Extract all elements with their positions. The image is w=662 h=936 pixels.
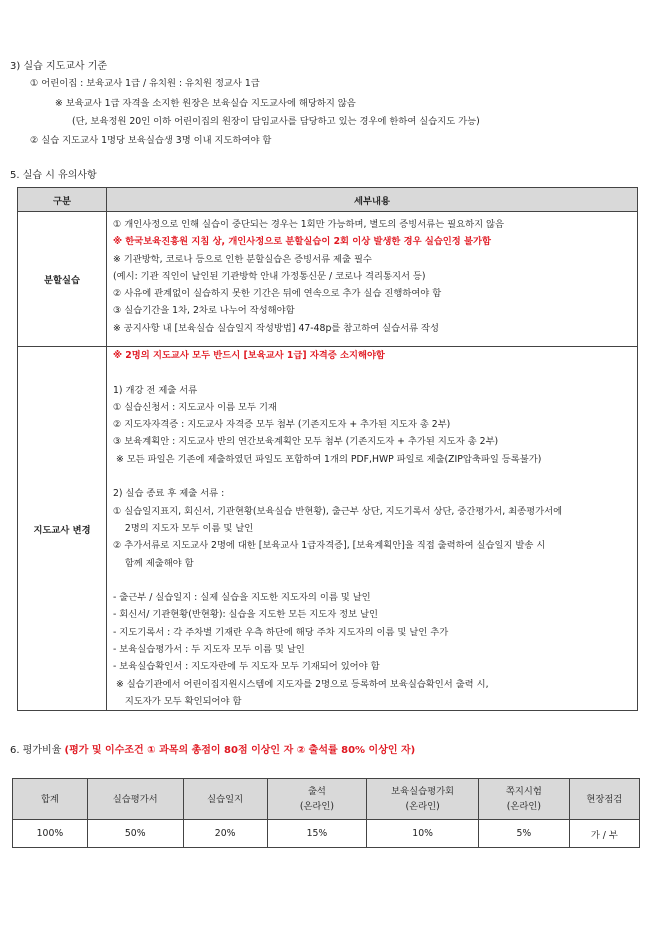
detail-line: 1) 개강 전 제출 서류 — [113, 384, 198, 396]
eval-header-label: 합계 — [40, 793, 59, 805]
eval-value-cell: 100% — [13, 820, 88, 848]
eval-header-cell — [479, 779, 570, 820]
detail-line: ① 실습일지표지, 회신서, 기관현황(보육실습 반현황), 출근부 상단, 지도기록서 상단, 중간평가서, 최종평가서에 — [113, 505, 563, 517]
eval-header-sublabel: (온라인) — [299, 801, 335, 812]
eval-header-label: 실습일지 — [207, 793, 244, 805]
section5-title: 5. 실습 시 유의사항 — [10, 170, 97, 181]
detail-line: - 회신서/ 기관현황(반현황): 실습을 지도한 모든 지도자 정보 날인 — [113, 609, 379, 621]
section6-title — [10, 741, 415, 756]
detail-line: ※ 2명의 지도교사 모두 반드시 [보육교사 1급] 자격증 소지해야함 — [113, 350, 385, 361]
section6-title-conditions: (평가 및 이수조건 ① 과목의 총점이 80점 이상인 자 ② 출석률 80% 이상인 자) — [64, 745, 416, 756]
eval-header-sublabel: (온라인) — [506, 801, 541, 812]
detail-line: ※ 실습기관에서 어린이집지원시스템에 지도자를 2명으로 등록하여 보육실습확인서 출력 시, — [113, 678, 489, 690]
row-split-practice-label: 분할실습 — [18, 212, 107, 347]
row-teacher-change-label: 지도교사 변경 — [18, 347, 107, 711]
detail-line: ※ 한국보육진흥원 지침 상, 개인사정으로 분할실습이 2회 이상 발생한 경우 실습인정 불가함 — [113, 236, 491, 248]
detail-line: - 출근부 / 실습일지 : 실제 실습을 지도한 지도자의 이름 및 날인 — [113, 592, 371, 604]
eval-header-label: 출석 — [307, 786, 326, 797]
detail-line: ③ 보육계획안 : 지도교사 반의 연간보육계획안 모두 첨부 (기존지도자 + 추가된 지도자 총 2부) — [113, 436, 499, 448]
eval-value-cell: 20% — [183, 820, 267, 848]
detail-line: 지도자가 모두 확인되어야 함 — [113, 695, 242, 707]
header-category: 구분 — [18, 188, 107, 212]
detail-line: - 보육실습평가서 : 두 지도자 모두 이름 및 날인 — [113, 644, 305, 656]
detail-line: ※ 기관방학, 코로나 등으로 인한 분할실습은 증빙서류 제출 필수 — [113, 253, 372, 265]
eval-header-label: 쪽지시험 — [505, 786, 542, 797]
eval-header-label: 실습평가서 — [112, 793, 158, 805]
eval-header-label: 보육실습평가회 — [391, 786, 455, 797]
eval-value-cell: 50% — [87, 820, 183, 848]
eval-header-cell — [267, 779, 366, 820]
section3-title: 3) 실습 지도교사 기준 — [10, 61, 108, 72]
eval-header-cell — [367, 779, 479, 820]
eval-value-cell: 10% — [367, 820, 479, 848]
detail-line: ② 사유에 관계없이 실습하지 못한 기간은 뒤에 연속으로 추가 실습 진행하여야 함 — [113, 288, 442, 300]
detail-line — [113, 364, 631, 381]
eval-header-cell — [569, 779, 639, 820]
notes-table — [17, 187, 638, 711]
detail-line — [113, 468, 631, 485]
detail-line — [113, 572, 631, 589]
eval-value-cell: 15% — [267, 820, 366, 848]
header-details: 세부내용 — [107, 188, 638, 212]
eval-value-cell: 가 / 부 — [569, 820, 639, 848]
evaluation-table — [12, 778, 640, 848]
detail-line: ③ 실습기간을 1차, 2차로 나누어 작성해야함 — [113, 305, 295, 317]
eval-header-sublabel: (온라인) — [405, 801, 440, 812]
row-teacher-change-details — [107, 347, 638, 711]
eval-header-label: 현장점검 — [586, 793, 623, 805]
detail-line: ※ 모든 파일은 기존에 제출하였던 파일도 포함하여 1개의 PDF,HWP 파일로 제출(ZIP압축파일 등록불가) — [113, 453, 542, 465]
section3-item1: ① 어린이집 : 보육교사 1급 / 유치원 : 유치원 정교사 1급 — [30, 78, 260, 89]
detail-line: ① 개인사정으로 인해 실습이 중단되는 경우는 1회만 가능하며, 별도의 증빙서류는 필요하지 않음 — [113, 219, 504, 230]
section3-item2: ② 실습 지도교사 1명당 보육실습생 3명 이내 지도하여야 함 — [30, 135, 272, 146]
eval-value-cell: 5% — [479, 820, 570, 848]
detail-line: - 보육실습확인서 : 지도자란에 두 지도자 모두 기재되어 있어야 함 — [113, 661, 380, 673]
detail-line: ※ 공지사항 내 [보육실습 실습일지 작성방법] 47-48p를 참고하여 실습서류 작성 — [113, 322, 440, 334]
eval-header-cell — [13, 779, 88, 820]
detail-line: (예시: 기관 직인이 날인된 기관방학 안내 가정통신문 / 코로나 격리통지서 등) — [113, 270, 426, 282]
eval-header-cell — [183, 779, 267, 820]
section3-note2: (단, 보육정원 20인 이하 어린이집의 원장이 담임교사를 담당하고 있는 경우에 한하여 실습지도 가능) — [72, 116, 480, 127]
detail-line: ② 지도자자격증 : 지도교사 자격증 모두 첨부 (기존지도자 + 추가된 지도자 총 2부) — [113, 419, 451, 431]
row-split-practice-details — [107, 212, 638, 347]
detail-line: - 지도기록서 : 각 주차별 기재란 우측 하단에 해당 주차 지도자의 이름 및 날인 추가 — [113, 626, 449, 638]
section6-title-text: 6. 평가비율 — [10, 745, 65, 756]
eval-header-cell — [87, 779, 183, 820]
detail-line: ① 실습신청서 : 지도교사 이름 모두 기재 — [113, 401, 277, 413]
detail-line: 함께 제출해야 함 — [113, 557, 194, 569]
detail-line: ② 추가서류로 지도교사 2명에 대한 [보육교사 1급자격증], [보육계획안]을 직접 출력하여 실습일지 발송 시 — [113, 540, 546, 552]
detail-line: 2) 실습 종료 후 제출 서류 : — [113, 488, 225, 500]
detail-line: 2명의 지도자 모두 이름 및 날인 — [113, 522, 254, 534]
section3-note1: ※ 보육교사 1급 자격을 소지한 원장은 보육실습 지도교사에 해당하지 않음 — [55, 98, 356, 109]
